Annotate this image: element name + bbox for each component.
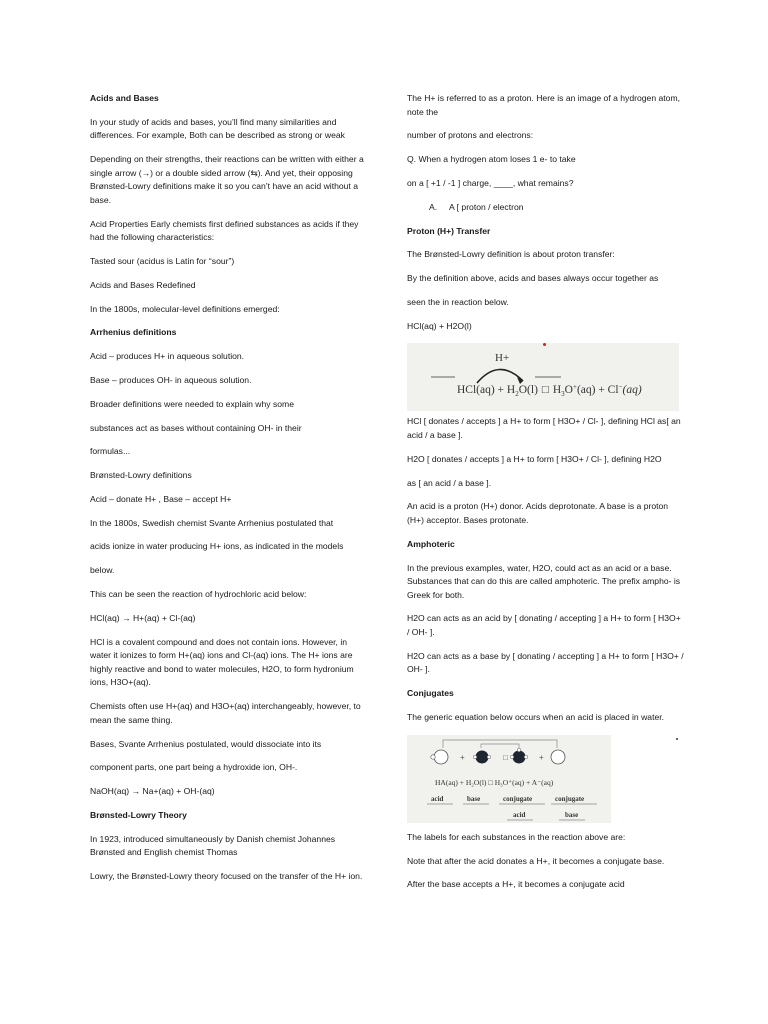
proton-icon: [431, 755, 435, 759]
paragraph: acids ionize in water producing H+ ions, as indicated in the models: [90, 541, 344, 552]
paragraph: number of protons and electrons:: [407, 130, 534, 141]
water-h-icon: [487, 755, 491, 759]
paragraph: The Brønsted-Lowry definition is about proton transfer:: [407, 249, 615, 260]
hydronium-h-icon: [524, 755, 528, 759]
paragraph: below.: [90, 565, 115, 576]
paragraph: Acid – donate H+ , Base – accept H+: [90, 493, 232, 504]
paragraph: An acid is a proton (H+) donor. Acids deprotonate. A base is a proton (H+) acceptor. Bases protonate.: [407, 501, 669, 525]
left-column: [90, 92, 370, 894]
doc-title: Acids and Bases: [90, 93, 159, 103]
paragraph: Tasted sour (acidus is Latin for “sour”): [90, 256, 235, 267]
proton-transfer-arrow: [477, 370, 523, 384]
paragraph: as [ an acid / a base ].: [407, 477, 492, 488]
water-h-icon: [473, 755, 477, 759]
label-acid: acid: [431, 794, 444, 803]
equation: HCl(aq) + H2O(l): [407, 320, 472, 331]
conjugate-pairs-diagram: [407, 735, 611, 823]
paragraph: By the definition above, acids and bases always occur together as: [407, 273, 659, 284]
paragraph: Depending on their strengths, their reactions can be written with either a single arrow (→) or a double sided arrow (⇆). And yet, their opposing Brønsted-Lowry definitions make it so you can’t have an acid without a base.: [90, 154, 364, 205]
reaction-equation: $HCl(aq) + H_2O(l)$ □ $H_3O^+(aq) + Cl^-(aq)$: [457, 383, 642, 399]
paragraph: After the base accepts a H+, it becomes a conjugate acid: [407, 879, 625, 890]
paragraph: Brønsted-Lowry definitions: [90, 470, 192, 481]
paragraph: In your study of acids and bases, you’ll find many similarities and differences. For example, Both can be described as strong or weak: [90, 116, 345, 141]
paragraph: In the 1800s, molecular-level definitions emerged:: [90, 303, 280, 314]
label-conjugate-acid: acid: [513, 810, 526, 819]
base-molecule-icon: [476, 750, 489, 763]
answer-choice-number: A.: [429, 201, 438, 212]
heading-arrhenius: Arrhenius definitions: [90, 327, 177, 338]
paragraph: formulas...: [90, 446, 131, 457]
conjugate-base-molecule-icon: [551, 750, 565, 764]
paragraph: Broader definitions were needed to explain why some: [90, 398, 294, 409]
label-base: base: [467, 794, 481, 803]
proton-label: H+: [495, 352, 510, 365]
paragraph: The H+ is referred to as a proton. Here is an image of a hydrogen atom, note the: [407, 93, 680, 117]
proton-transfer-figure: [407, 343, 679, 411]
paragraph: H2O can acts as an acid by [ donating / accepting ] a H+ to form [ H3O+ / OH- ].: [407, 613, 681, 638]
paragraph: H2O can acts as a base by [ donating / accepting ] a H+ to form [ H3O+ / OH- ].: [407, 650, 684, 675]
heading-bronsted-lowry-theory: Brønsted-Lowry Theory: [90, 809, 187, 820]
stray-mark: [676, 738, 678, 740]
heading-amphoteric: Amphoteric: [407, 538, 455, 549]
paragraph: The generic equation below occurs when an acid is placed in water.: [407, 712, 665, 722]
paragraph: Acids and Bases Redefined: [90, 279, 196, 290]
paragraph: seen the in reaction below.: [407, 296, 509, 307]
label-conjugate-1: conjugate: [503, 794, 533, 803]
paragraph: HCl is a covalent compound and does not contain ions. However, in water it ionizes to form H+(aq) ions and Cl-(aq) ions. The H+ ions are highly reactive and bond to water molecules, H2O, to form hydronium ions, H3O+(aq).: [90, 636, 354, 688]
equation: NaOH(aq) → Na+(aq) + OH-(aq): [90, 786, 215, 797]
paragraph: The labels for each substances in the reaction above are:: [407, 831, 626, 842]
paragraph: Q. When a hydrogen atom loses 1 e- to take: [407, 154, 576, 165]
label-conjugate-2: conjugate: [555, 794, 585, 803]
paragraph: component parts, one part being a hydroxide ion, OH-.: [90, 762, 298, 773]
acid-molecule-icon: [434, 750, 448, 764]
answer-choice-text: A [ proton / electron: [449, 201, 524, 212]
plus-sign: +: [460, 752, 465, 762]
right-column: [407, 92, 685, 902]
plus-sign: +: [539, 752, 544, 762]
pair-bracket-inner: [481, 744, 519, 748]
equation: HCl(aq) → H+(aq) + Cl-(aq): [90, 612, 196, 623]
paragraph: Base – produces OH- in aqueous solution.: [90, 375, 252, 385]
paragraph: Acid – produces H+ in aqueous solution.: [90, 351, 245, 362]
paragraph: Acid Properties Early chemists first defined substances as acids if they had the following characteristics:: [90, 218, 359, 243]
paragraph: Chemists often use H+(aq) and H3O+(aq) interchangeably, however, to mean the same thing.: [90, 701, 361, 725]
paragraph: This can be seen the reaction of hydrochloric acid below:: [90, 589, 307, 600]
paragraph: H2O [ donates / accepts ] a H+ to form [ H3O+ / Cl- ], defining H2O: [407, 453, 662, 464]
paragraph: on a [ +1 / -1 ] charge, ____, what remains?: [407, 177, 574, 188]
conjugate-acid-molecule-icon: [513, 750, 526, 763]
label-conjugate-base: base: [565, 810, 579, 819]
paragraph: Bases, Svante Arrhenius postulated, would dissociate into its: [90, 738, 322, 749]
hydronium-h-icon: [510, 755, 514, 759]
generic-equation: HA(aq) + H₂O(l) □ H₃O⁺(aq) + A⁻(aq): [435, 777, 554, 787]
paragraph: Lowry, the Brønsted-Lowry theory focused on the transfer of the H+ ion.: [90, 871, 363, 882]
hydronium-h-icon: [517, 748, 521, 752]
equilibrium-box: □: [503, 752, 508, 762]
paragraph: Note that after the acid donates a H+, it becomes a conjugate base.: [407, 855, 665, 866]
paragraph: In 1923, introduced simultaneously by Danish chemist Johannes Brønsted and English chemist Thomas: [90, 833, 336, 858]
paragraph: In the 1800s, Swedish chemist Svante Arrhenius postulated that: [90, 517, 334, 528]
answer-choice: [407, 201, 685, 215]
paragraph: HCl [ donates / accepts ] a H+ to form [ H3O+ / Cl- ], defining HCl as[ an acid / a base ].: [407, 416, 681, 440]
heading-proton-transfer: Proton (H+) Transfer: [407, 225, 491, 236]
heading-conjugates: Conjugates: [407, 688, 454, 699]
conjugate-pairs-figure: [407, 735, 611, 823]
paragraph: In the previous examples, water, H2O, could act as an acid or a base. Substances that can do this are called amphoteric. The prefix ampho- is Greek for both.: [407, 562, 681, 600]
proton-transfer-diagram: [407, 343, 679, 411]
paragraph: substances act as bases without containing OH- in their: [90, 422, 302, 433]
